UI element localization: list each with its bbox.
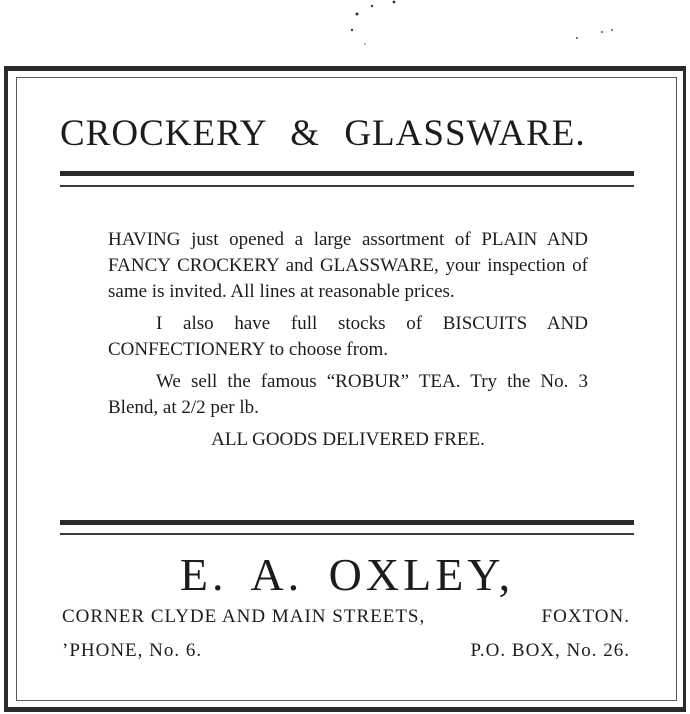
print-specks (0, 0, 690, 70)
po-box: P.O. BOX, No. 26. (470, 640, 630, 661)
advert-body (108, 227, 588, 453)
divider-top-thick (60, 171, 634, 176)
divider-top-thin (60, 185, 634, 187)
paragraph-tea: We sell the famous “ROBUR” TEA. Try the No. 3 Blend, at 2/2 per lb. (108, 371, 588, 418)
street-address: CORNER CLYDE AND MAIN STREETS, (62, 606, 426, 627)
divider-bottom-thick (60, 520, 634, 525)
contact-row (62, 640, 630, 662)
town-name: FOXTON. (541, 606, 630, 627)
paragraph-assortment: HAVING just opened a large assortment of PLAIN AND FANCY CROCKERY and GLASSWARE, your inspection of same is invited. All lines at reasonable prices. (108, 229, 588, 302)
advert-heading: CROCKERY & GLASSWARE. (60, 113, 586, 154)
divider-bottom-thin (60, 533, 634, 535)
phone-number: ’PHONE, No. 6. (62, 640, 203, 661)
merchant-name: E. A. OXLEY, (179, 549, 515, 600)
paragraph-biscuits: I also have full stocks of BISCUITS AND CONFECTIONERY to choose from. (108, 313, 588, 360)
delivery-notice: ALL GOODS DELIVERED FREE. (211, 429, 485, 450)
address-row (62, 606, 630, 628)
